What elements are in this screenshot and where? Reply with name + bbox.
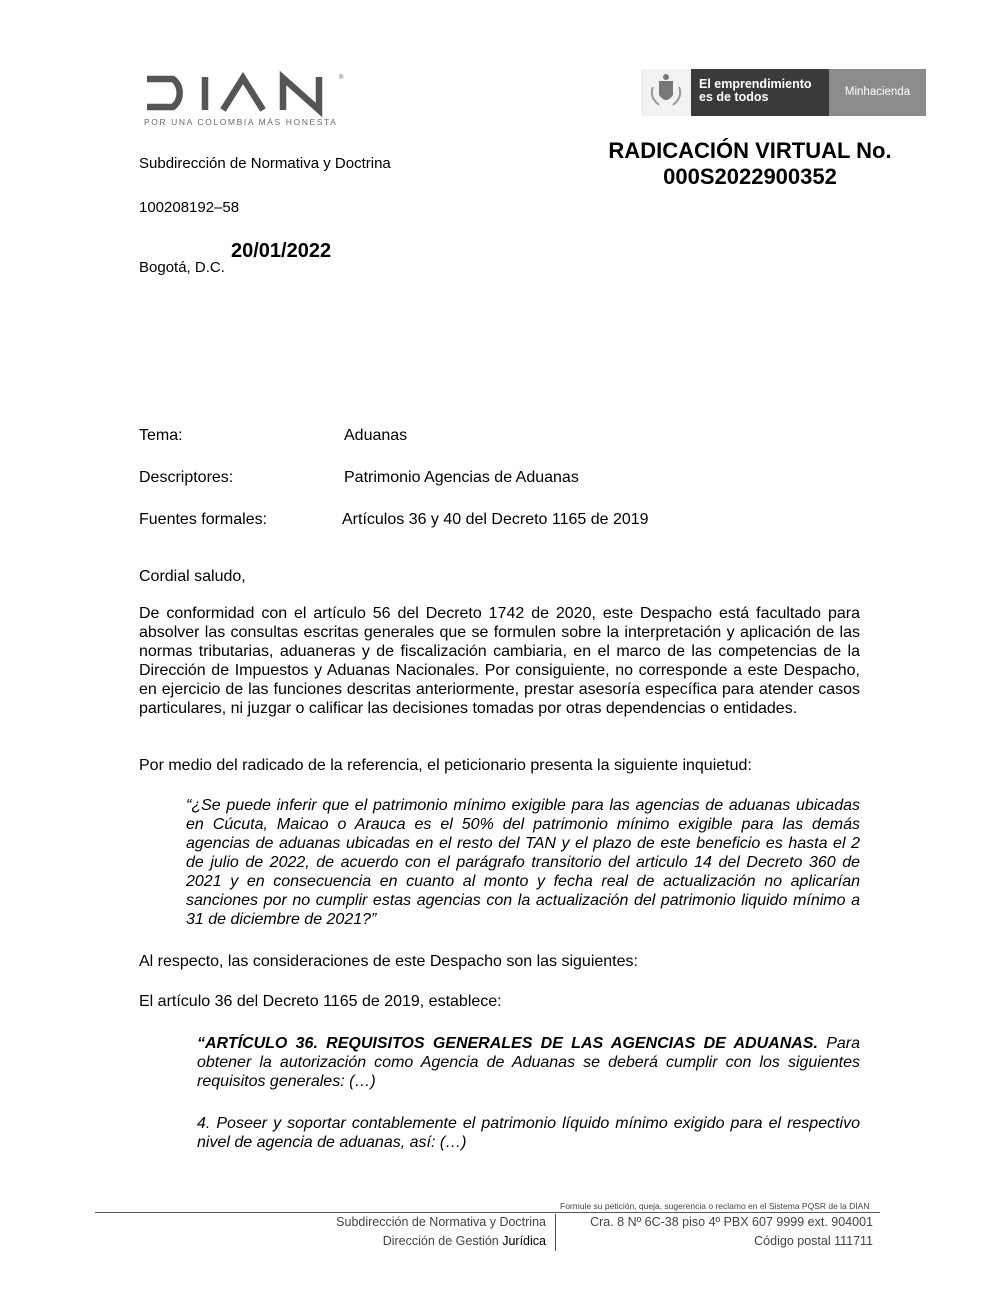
footer-subdireccion: Subdirección de Normativa y Doctrina (336, 1215, 546, 1229)
article-36-title: “ARTÍCULO 36. REQUISITOS GENERALES DE LAS AGENCIAS DE ADUANAS. (197, 1035, 818, 1052)
radicacion-number (560, 138, 940, 190)
paragraph-competence: De conformidad con el artículo 56 del Decreto 1742 de 2020, este Despacho está facultado para absolver las consultas escritas generales que se formulen sobre la interpretación y aplicación de las normas tributarias, aduaneras y de fiscalización cambiaria, en el marco de las competencias de la Dirección de Impuestos y Aduanas Nacionales. Por consiguiente, no corresponde a este Despacho, en ejercicio de las funciones descritas anteriormente, prestar asesoría específica para atender casos particulares, ni juzgar o calificar las decisiones tomadas por otras dependencias o entidades. (139, 605, 860, 717)
footer-direccion (383, 1234, 546, 1248)
ministry-label: Minhacienda (829, 69, 926, 116)
subdireccion-heading: Subdirección de Normativa y Doctrina (139, 155, 391, 172)
city-label: Bogotá, D.C. (139, 259, 225, 276)
gov-slogan: El emprendimiento es de todos (699, 77, 812, 104)
paragraph-inquiry-intro: Por medio del radicado de la referencia, el peticionario presenta la siguiente inquietud: (139, 757, 752, 774)
paragraph-considerations: Al respecto, las consideraciones de este Despacho son las siguientes: (139, 953, 638, 970)
fuentes-value: Artículos 36 y 40 del Decreto 1165 de 2019 (342, 511, 649, 528)
government-banner (641, 69, 926, 116)
article-36-quote (197, 1034, 860, 1091)
tema-label: Tema: (139, 427, 183, 444)
tema-value: Aduanas (344, 427, 408, 444)
footer-postal-code: Código postal 111711 (754, 1234, 873, 1248)
greeting: Cordial saludo, (139, 568, 246, 585)
paragraph-article-intro: El artículo 36 del Decreto 1165 de 2019, establece: (139, 993, 502, 1010)
svg-text:®: ® (339, 75, 344, 81)
footer-direccion-bold: Jurídica (502, 1234, 546, 1248)
footer-address: Cra. 8 Nº 6C-38 piso 4º PBX 607 9999 ext. 904001 (590, 1215, 873, 1229)
descriptores-label: Descriptores: (139, 469, 234, 486)
article-36-text: Para obtener la autorización como Agencia de Aduanas se deberá cumplir con los siguientes requisitos generales: (…) (197, 1035, 860, 1090)
radicacion-line-1: RADICACIÓN VIRTUAL No. (608, 138, 892, 163)
radicacion-line-2: 000S2022900352 (663, 164, 837, 189)
logo-tagline: POR UNA COLOMBIA MÁS HONESTA (144, 117, 338, 127)
footer-divider-line (95, 1212, 880, 1213)
footer-direccion-prefix: Dirección de Gestión (382, 1234, 503, 1248)
coat-of-arms-icon (641, 69, 691, 116)
footer-vertical-divider (555, 1214, 556, 1251)
document-date: 20/01/2022 (231, 240, 332, 262)
document-number: 100208192–58 (139, 199, 240, 216)
descriptores-value: Patrimonio Agencias de Aduanas (344, 469, 579, 486)
fuentes-label: Fuentes formales: (139, 511, 268, 528)
footer-pqsr-note: Formule su petición, queja, sugerencia o reclamo en el Sistema PQSR de la DIAN (560, 1201, 870, 1211)
article-36-item-4: 4. Poseer y soportar contablemente el patrimonio líquido mínimo exigido para el respectivo nivel de agencia de aduanas, así: (…) (197, 1115, 860, 1151)
inquiry-quote: “¿Se puede inferir que el patrimonio mínimo exigible para las agencias de aduanas ubicadas en Cúcuta, Maicao o Arauca es el 50% del patrimonio mínimo exigible para las demás agencias de aduanas ubicadas en el resto del TAN y el plazo de este beneficio es hasta el 2 de julio de 2022, de acuerdo con el parágrafo transitorio del articulo 14 del Decreto 360 de 2021 y en consecuencia en cuanto al monto y fecha real de actualización no aplicarían sanciones por no cumplir estas agencias con la actualización del patrimonio liquido mínimo a 31 de diciembre de 2021?” (186, 797, 860, 928)
